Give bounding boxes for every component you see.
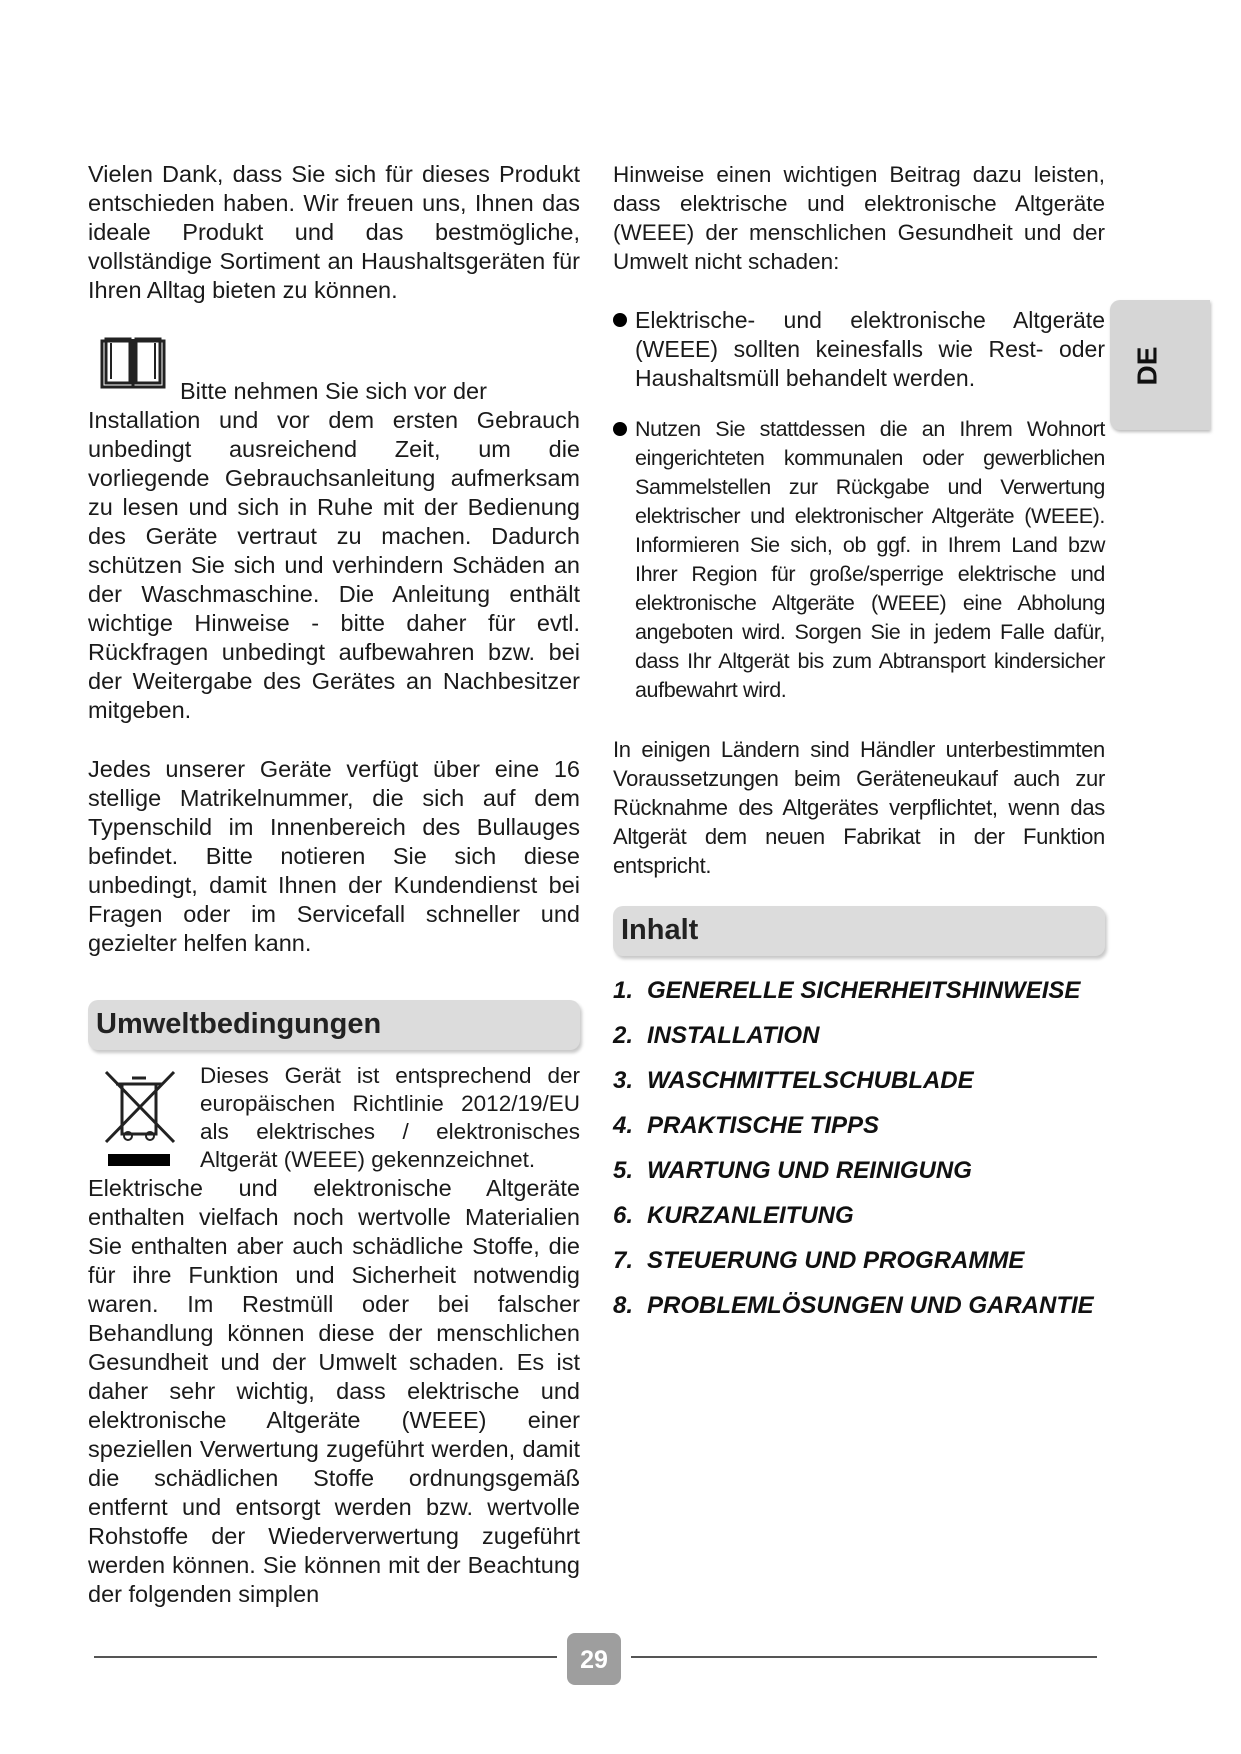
serial-number-paragraph: Jedes unserer Geräte verfügt über eine 16 stellige Matrikelnummer, die sich auf dem Typenschild im Innenbereich des Bullauges befindet. Bitte notieren Sie sich diese unbedingt, damit Ihnen der Kundendienst bei Fragen oder im Servicefall schneller und gezielter helfen kann. <box>88 756 580 956</box>
manual-notice-text: Installation und vor dem ersten Gebrauch unbedingt ausreichend Zeit, um die vorliegende Gebrauchsanleitung aufmerksam zu lesen und sich in Ruhe mit der Bedienung des Geräte vertraut zu machen. Dadurch schützen Sie sich und verhindern Schäden an der Waschmaschine. Die Anleitung enthält wichtige Hinweise - bitte daher für evtl. Rückfragen unbedingt aufbewahren bzw. bei der Weitergabe des Gerätes an Nachbesitzer mitgeben. <box>88 407 580 723</box>
dealer-return-paragraph: In einigen Ländern sind Händler unterbestimmten Voraussetzungen beim Geräteneukauf auch zur Rücknahme des Altgerätes verpflichtet, wenn das Altgerät dem neuen Fabrikat in der Funktion entspricht. <box>613 737 1105 878</box>
weee-continuation: Hinweise einen wichtigen Beitrag dazu leisten, dass elektrische und elektronische Altgeräte (WEEE) der menschlichen Gesundheit und der Umwelt nicht schaden: <box>613 162 1105 274</box>
environment-heading: Umweltbedingungen <box>96 1008 382 1040</box>
language-tab-label: DE <box>1131 346 1163 386</box>
bullet-text-1: Elektrische- und elektronische Altgeräte (WEEE) sollten keinesfalls wie Rest- oder Haushaltsmüll behandelt werden. <box>635 307 1105 391</box>
bullet-dot-icon <box>613 313 627 327</box>
toc-item-3[interactable]: 3. WASCHMITTELSCHUBLADE <box>613 1067 974 1094</box>
bullet-text-2: Nutzen Sie stattdessen die an Ihrem Wohnort eingerichteten kommunalen oder gewerblichen Sammelstellen zur Rückgabe und Verwertung elektrischer und elektronischer Altgeräte (WEEE). Informieren Sie sich, ob ggf. in Ihrem Land bzw Ihrer Region für große/sperrige elektrische und elektronische Altgeräte (WEEE) eine Abholung angeboten wird. Sorgen Sie in jedem Falle dafür, dass Ihr Altgerät bis zum Abtransport kindersicher aufbewahrt wird. <box>635 417 1105 702</box>
weee-directive-text: Dieses Gerät ist entsprechend der europäischen Richtlinie 2012/19/EU als elektrisches / elektronisches Altgerät (WEEE) gekennzeichnet. <box>200 1063 580 1172</box>
left-column <box>88 160 580 1609</box>
bullet-dot-icon <box>613 422 627 436</box>
toc-item-2[interactable]: 2. INSTALLATION <box>613 1022 820 1049</box>
toc-heading-bar <box>613 906 1105 956</box>
bullet-item <box>613 415 1105 705</box>
footer-divider-left <box>94 1656 557 1658</box>
weee-explanation-text: Elektrische und elektronische Altgeräte enthalten vielfach noch wertvolle Materialien Sie enthalten aber auch schädliche Stoffe, die für ihre Funktion und Sicherheit notwendig waren. Im Restmüll oder bei falscher Behandlung können diese der menschlichen Gesundheit und der Umwelt schaden. Es ist daher sehr wichtig, dass elektrische und elektronische Altgeräte (WEEE) einer speziellen Verwertung zugeführt werden, damit die schädlichen Stoffe ordnungsgemäß entfernt und entsorgt werden bzw. wertvolle Rohstoffe der Wiederverwertung zugeführt werden können. Sie können mit der Beachtung der folgenden simplen <box>88 1175 580 1607</box>
manual-notice <box>88 335 580 725</box>
page-number-badge <box>567 1633 621 1685</box>
toc-item-7[interactable]: 7. STEUERUNG UND PROGRAMME <box>613 1247 1025 1274</box>
open-book-icon <box>100 335 166 391</box>
toc-heading: Inhalt <box>621 914 699 946</box>
toc-item-6[interactable]: 6. KURZANLEITUNG <box>613 1202 854 1229</box>
weee-section <box>88 1062 580 1609</box>
toc-item-8[interactable]: 8. PROBLEMLÖSUNGEN UND GARANTIE <box>613 1292 1094 1319</box>
footer-divider-right <box>631 1656 1097 1658</box>
toc-item-4[interactable]: 4. PRAKTISCHE TIPPS <box>613 1112 880 1139</box>
page-number: 29 <box>580 1646 608 1674</box>
crossed-out-bin-icon <box>102 1070 178 1170</box>
toc-item-1[interactable]: 1. GENERELLE SICHERHEITSHINWEISE <box>613 977 1081 1004</box>
toc-item-5[interactable]: 5. WARTUNG UND REINIGUNG <box>613 1157 972 1184</box>
intro-paragraph: Vielen Dank, dass Sie sich für dieses Produkt entschieden haben. Wir freuen uns, Ihnen das ideale Produkt und das bestmögliche, vollständige Sortiment an Haushaltsgeräten für Ihren Alltag bieten zu können. <box>88 161 580 303</box>
environment-heading-bar <box>88 1000 580 1050</box>
language-tab[interactable] <box>1110 300 1210 430</box>
right-column <box>613 160 1105 1336</box>
bullet-item <box>613 306 1105 393</box>
table-of-contents <box>613 976 1105 1336</box>
manual-notice-first-line: Bitte nehmen Sie sich vor der <box>180 378 487 404</box>
